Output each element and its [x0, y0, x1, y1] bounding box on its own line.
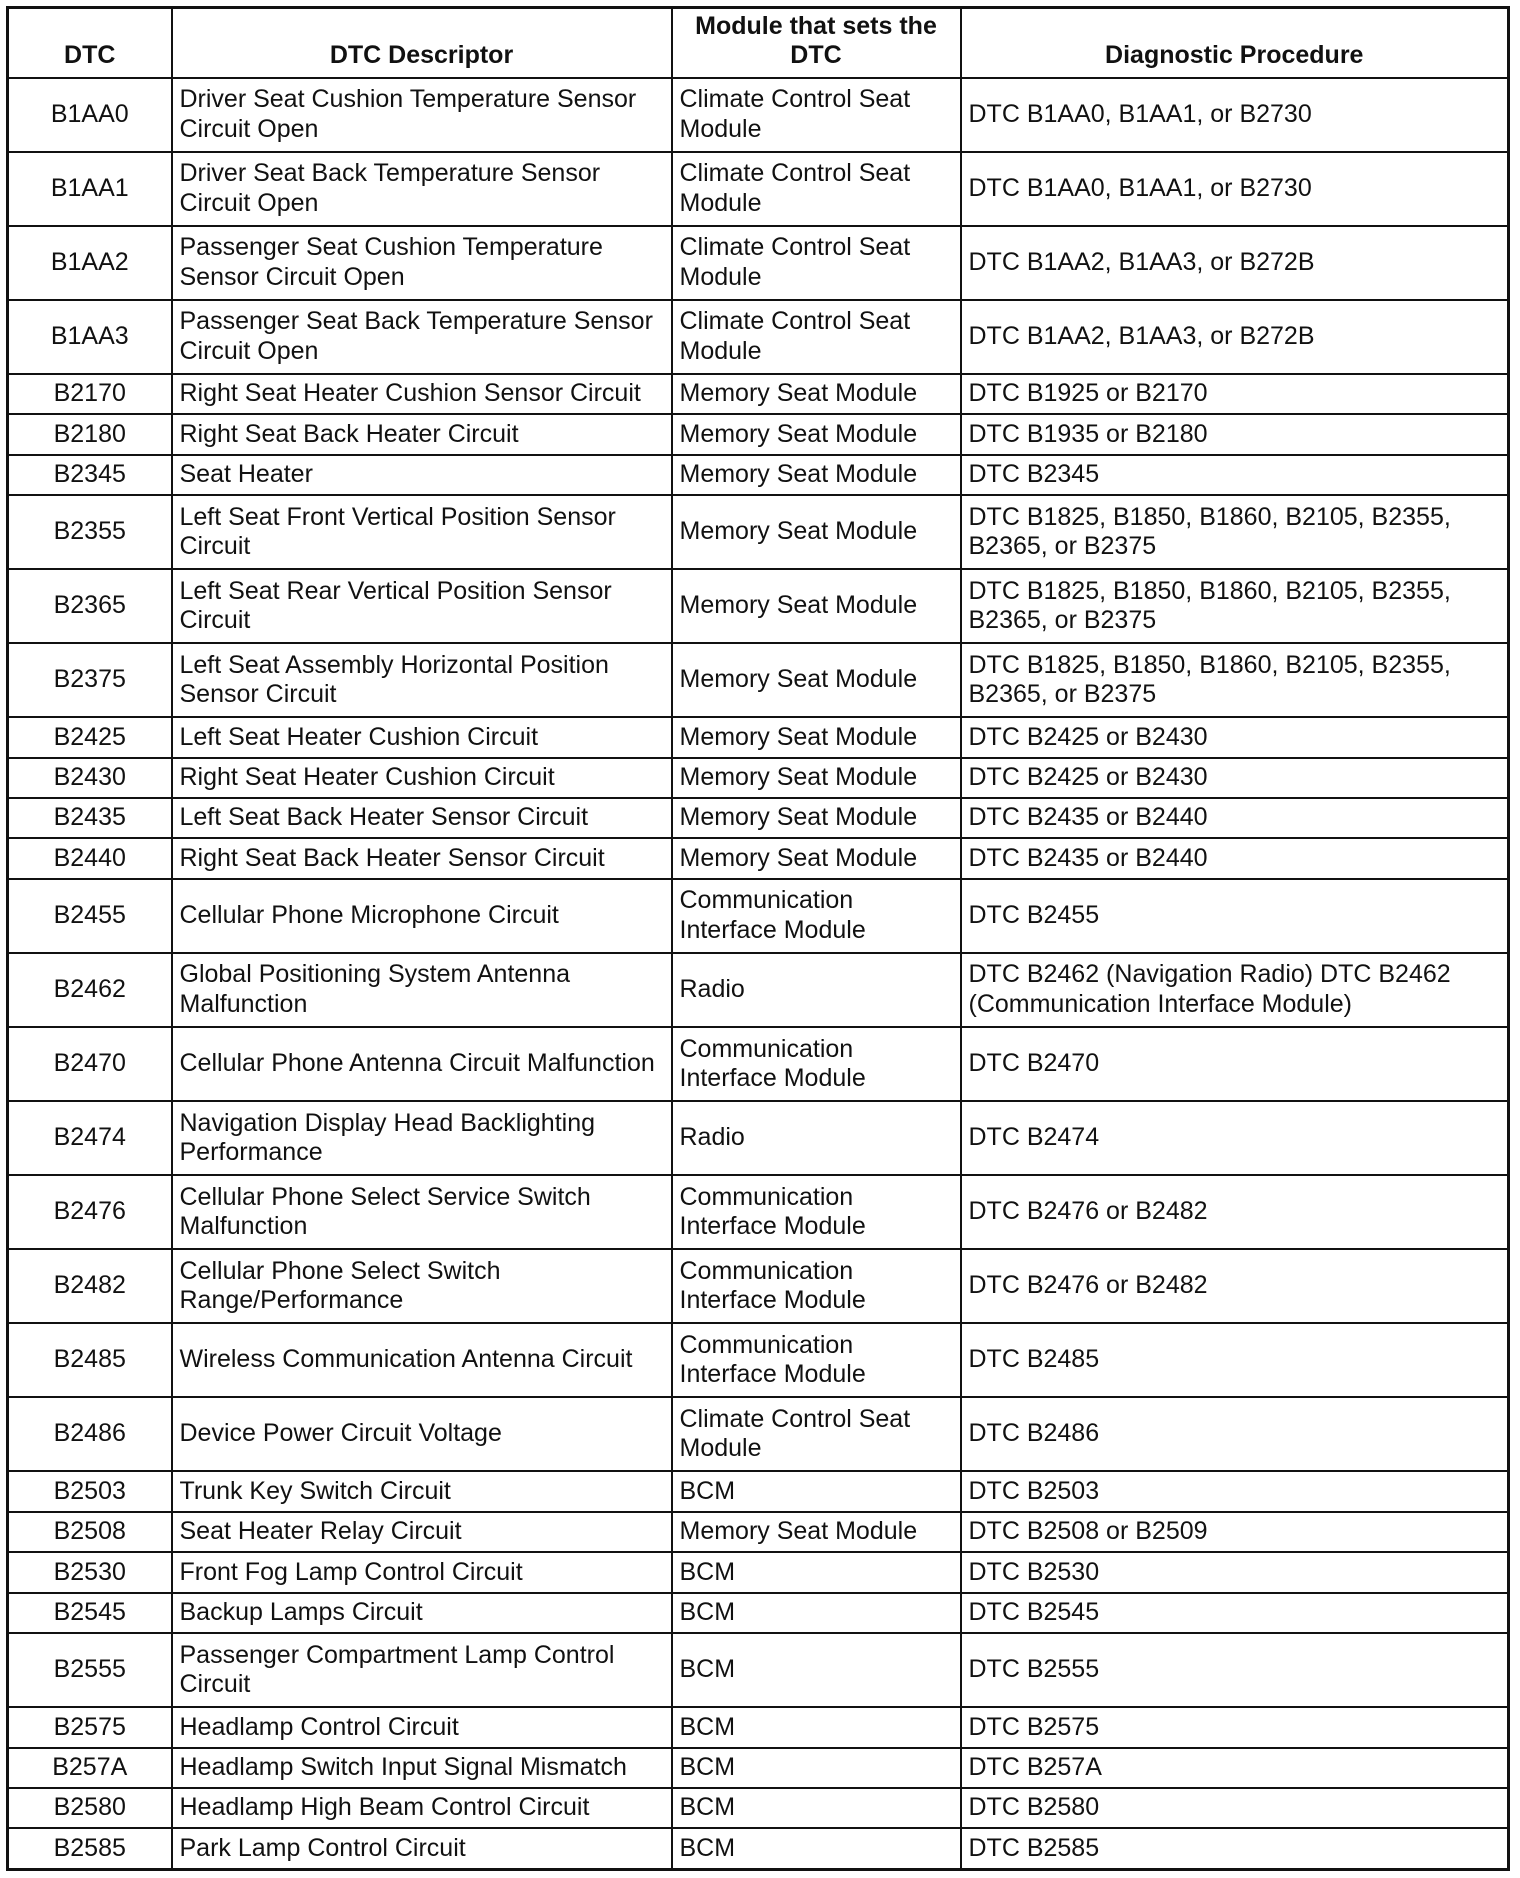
- cell-dtc: B2485: [8, 1323, 172, 1397]
- cell-descriptor: Right Seat Heater Cushion Circuit: [172, 758, 672, 798]
- cell-descriptor: Seat Heater: [172, 455, 672, 495]
- cell-dtc: B2180: [8, 414, 172, 454]
- cell-descriptor: Cellular Phone Select Switch Range/Performance: [172, 1249, 672, 1323]
- cell-module: Communication Interface Module: [672, 1249, 961, 1323]
- cell-descriptor: Driver Seat Cushion Temperature Sensor Circuit Open: [172, 78, 672, 152]
- cell-module: Memory Seat Module: [672, 1512, 961, 1552]
- table-row: [8, 569, 1509, 643]
- table-row: [8, 1552, 1509, 1592]
- cell-procedure: DTC B2476 or B2482: [961, 1175, 1509, 1249]
- cell-descriptor: Driver Seat Back Temperature Sensor Circuit Open: [172, 152, 672, 226]
- cell-dtc: B1AA2: [8, 226, 172, 300]
- cell-dtc: B2455: [8, 879, 172, 953]
- header-descriptor: DTC Descriptor: [172, 8, 672, 78]
- cell-module: Climate Control Seat Module: [672, 152, 961, 226]
- cell-dtc: B2474: [8, 1101, 172, 1175]
- cell-dtc: B2503: [8, 1471, 172, 1511]
- table-row: [8, 879, 1509, 953]
- table-row: [8, 1748, 1509, 1788]
- cell-dtc: B2430: [8, 758, 172, 798]
- cell-dtc: B2425: [8, 717, 172, 757]
- cell-descriptor: Wireless Communication Antenna Circuit: [172, 1323, 672, 1397]
- cell-module: Memory Seat Module: [672, 758, 961, 798]
- cell-module: Communication Interface Module: [672, 1175, 961, 1249]
- cell-descriptor: Global Positioning System Antenna Malfunction: [172, 953, 672, 1027]
- cell-descriptor: Right Seat Back Heater Circuit: [172, 414, 672, 454]
- cell-procedure: DTC B2425 or B2430: [961, 717, 1509, 757]
- cell-dtc: B1AA0: [8, 78, 172, 152]
- cell-dtc: B2462: [8, 953, 172, 1027]
- cell-module: Memory Seat Module: [672, 495, 961, 569]
- cell-descriptor: Left Seat Heater Cushion Circuit: [172, 717, 672, 757]
- cell-dtc: B2545: [8, 1593, 172, 1633]
- table-row: [8, 643, 1509, 717]
- table-row: [8, 1707, 1509, 1747]
- table-row: [8, 1249, 1509, 1323]
- cell-descriptor: Passenger Seat Cushion Temperature Sensor Circuit Open: [172, 226, 672, 300]
- cell-procedure: DTC B2435 or B2440: [961, 838, 1509, 878]
- table-row: [8, 78, 1509, 152]
- table-row: [8, 953, 1509, 1027]
- cell-module: Communication Interface Module: [672, 879, 961, 953]
- table-row: [8, 1323, 1509, 1397]
- cell-module: Memory Seat Module: [672, 455, 961, 495]
- cell-module: BCM: [672, 1707, 961, 1747]
- cell-procedure: DTC B1825, B1850, B1860, B2105, B2355, B2365, or B2375: [961, 495, 1509, 569]
- cell-dtc: B2440: [8, 838, 172, 878]
- cell-procedure: DTC B1AA0, B1AA1, or B2730: [961, 152, 1509, 226]
- cell-module: BCM: [672, 1552, 961, 1592]
- table-row: [8, 152, 1509, 226]
- table-row: [8, 300, 1509, 374]
- cell-dtc: B2435: [8, 798, 172, 838]
- cell-procedure: DTC B2580: [961, 1788, 1509, 1828]
- cell-descriptor: Left Seat Assembly Horizontal Position Sensor Circuit: [172, 643, 672, 717]
- cell-module: Memory Seat Module: [672, 374, 961, 414]
- cell-procedure: DTC B2503: [961, 1471, 1509, 1511]
- table-row: [8, 1471, 1509, 1511]
- cell-dtc: B2585: [8, 1828, 172, 1869]
- cell-descriptor: Left Seat Rear Vertical Position Sensor Circuit: [172, 569, 672, 643]
- cell-procedure: DTC B2345: [961, 455, 1509, 495]
- cell-dtc: B2345: [8, 455, 172, 495]
- cell-procedure: DTC B1825, B1850, B1860, B2105, B2355, B2365, or B2375: [961, 569, 1509, 643]
- cell-descriptor: Left Seat Front Vertical Position Sensor Circuit: [172, 495, 672, 569]
- cell-dtc: B2486: [8, 1397, 172, 1471]
- cell-module: Radio: [672, 1101, 961, 1175]
- cell-procedure: DTC B2585: [961, 1828, 1509, 1869]
- cell-descriptor: Front Fog Lamp Control Circuit: [172, 1552, 672, 1592]
- cell-procedure: DTC B1AA0, B1AA1, or B2730: [961, 78, 1509, 152]
- cell-descriptor: Trunk Key Switch Circuit: [172, 1471, 672, 1511]
- table-row: [8, 838, 1509, 878]
- cell-module: Memory Seat Module: [672, 838, 961, 878]
- cell-module: BCM: [672, 1828, 961, 1869]
- cell-module: Memory Seat Module: [672, 798, 961, 838]
- cell-dtc: B2575: [8, 1707, 172, 1747]
- table-row: [8, 1101, 1509, 1175]
- header-module: Module that sets the DTC: [672, 8, 961, 78]
- cell-module: BCM: [672, 1788, 961, 1828]
- cell-descriptor: Headlamp High Beam Control Circuit: [172, 1788, 672, 1828]
- cell-dtc: B2530: [8, 1552, 172, 1592]
- table-row: [8, 455, 1509, 495]
- cell-dtc: B2375: [8, 643, 172, 717]
- cell-descriptor: Seat Heater Relay Circuit: [172, 1512, 672, 1552]
- table-row: [8, 717, 1509, 757]
- cell-descriptor: Right Seat Back Heater Sensor Circuit: [172, 838, 672, 878]
- table-row: [8, 414, 1509, 454]
- header-row: [8, 8, 1509, 78]
- cell-dtc: B1AA1: [8, 152, 172, 226]
- table-row: [8, 1633, 1509, 1707]
- table-row: [8, 1593, 1509, 1633]
- cell-descriptor: Device Power Circuit Voltage: [172, 1397, 672, 1471]
- cell-procedure: DTC B2485: [961, 1323, 1509, 1397]
- table-row: [8, 226, 1509, 300]
- cell-descriptor: Park Lamp Control Circuit: [172, 1828, 672, 1869]
- cell-descriptor: Cellular Phone Select Service Switch Malfunction: [172, 1175, 672, 1249]
- cell-procedure: DTC B1AA2, B1AA3, or B272B: [961, 300, 1509, 374]
- cell-module: BCM: [672, 1633, 961, 1707]
- cell-descriptor: Passenger Compartment Lamp Control Circuit: [172, 1633, 672, 1707]
- cell-descriptor: Cellular Phone Antenna Circuit Malfunction: [172, 1027, 672, 1101]
- cell-descriptor: Right Seat Heater Cushion Sensor Circuit: [172, 374, 672, 414]
- cell-module: BCM: [672, 1748, 961, 1788]
- table-body: [8, 78, 1509, 1870]
- cell-procedure: DTC B2425 or B2430: [961, 758, 1509, 798]
- cell-dtc: B2555: [8, 1633, 172, 1707]
- cell-dtc: B2580: [8, 1788, 172, 1828]
- table-row: [8, 374, 1509, 414]
- cell-procedure: DTC B2545: [961, 1593, 1509, 1633]
- cell-procedure: DTC B1825, B1850, B1860, B2105, B2355, B2365, or B2375: [961, 643, 1509, 717]
- cell-procedure: DTC B2555: [961, 1633, 1509, 1707]
- table-row: [8, 1828, 1509, 1869]
- cell-descriptor: Passenger Seat Back Temperature Sensor Circuit Open: [172, 300, 672, 374]
- table-row: [8, 1027, 1509, 1101]
- cell-procedure: DTC B2530: [961, 1552, 1509, 1592]
- cell-module: Climate Control Seat Module: [672, 78, 961, 152]
- cell-module: Memory Seat Module: [672, 643, 961, 717]
- cell-dtc: B2470: [8, 1027, 172, 1101]
- table-row: [8, 1397, 1509, 1471]
- cell-procedure: DTC B2462 (Navigation Radio) DTC B2462 (Communication Interface Module): [961, 953, 1509, 1027]
- cell-procedure: DTC B2476 or B2482: [961, 1249, 1509, 1323]
- cell-module: Communication Interface Module: [672, 1027, 961, 1101]
- table-row: [8, 1788, 1509, 1828]
- cell-dtc: B2170: [8, 374, 172, 414]
- cell-module: Communication Interface Module: [672, 1323, 961, 1397]
- cell-descriptor: Left Seat Back Heater Sensor Circuit: [172, 798, 672, 838]
- header-procedure: Diagnostic Procedure: [961, 8, 1509, 78]
- cell-module: Climate Control Seat Module: [672, 1397, 961, 1471]
- cell-procedure: DTC B2455: [961, 879, 1509, 953]
- cell-procedure: DTC B257A: [961, 1748, 1509, 1788]
- cell-procedure: DTC B1AA2, B1AA3, or B272B: [961, 226, 1509, 300]
- dtc-table-container: [6, 6, 1510, 1871]
- cell-dtc: B2365: [8, 569, 172, 643]
- cell-procedure: DTC B2486: [961, 1397, 1509, 1471]
- cell-module: BCM: [672, 1471, 961, 1511]
- cell-procedure: DTC B2474: [961, 1101, 1509, 1175]
- cell-procedure: DTC B2470: [961, 1027, 1509, 1101]
- cell-dtc: B257A: [8, 1748, 172, 1788]
- cell-procedure: DTC B2575: [961, 1707, 1509, 1747]
- cell-module: Climate Control Seat Module: [672, 300, 961, 374]
- table-row: [8, 495, 1509, 569]
- cell-dtc: B2476: [8, 1175, 172, 1249]
- cell-dtc: B2508: [8, 1512, 172, 1552]
- cell-module: Memory Seat Module: [672, 414, 961, 454]
- cell-procedure: DTC B1935 or B2180: [961, 414, 1509, 454]
- cell-procedure: DTC B1925 or B2170: [961, 374, 1509, 414]
- dtc-table: [6, 6, 1510, 1871]
- cell-module: BCM: [672, 1593, 961, 1633]
- cell-procedure: DTC B2508 or B2509: [961, 1512, 1509, 1552]
- cell-descriptor: Headlamp Control Circuit: [172, 1707, 672, 1747]
- cell-module: Memory Seat Module: [672, 717, 961, 757]
- cell-module: Memory Seat Module: [672, 569, 961, 643]
- cell-module: Radio: [672, 953, 961, 1027]
- cell-module: Climate Control Seat Module: [672, 226, 961, 300]
- cell-dtc: B2482: [8, 1249, 172, 1323]
- table-row: [8, 758, 1509, 798]
- table-row: [8, 1175, 1509, 1249]
- cell-descriptor: Cellular Phone Microphone Circuit: [172, 879, 672, 953]
- table-row: [8, 1512, 1509, 1552]
- header-dtc: DTC: [8, 8, 172, 78]
- cell-dtc: B2355: [8, 495, 172, 569]
- cell-dtc: B1AA3: [8, 300, 172, 374]
- cell-descriptor: Headlamp Switch Input Signal Mismatch: [172, 1748, 672, 1788]
- table-row: [8, 798, 1509, 838]
- cell-descriptor: Backup Lamps Circuit: [172, 1593, 672, 1633]
- cell-procedure: DTC B2435 or B2440: [961, 798, 1509, 838]
- cell-descriptor: Navigation Display Head Backlighting Performance: [172, 1101, 672, 1175]
